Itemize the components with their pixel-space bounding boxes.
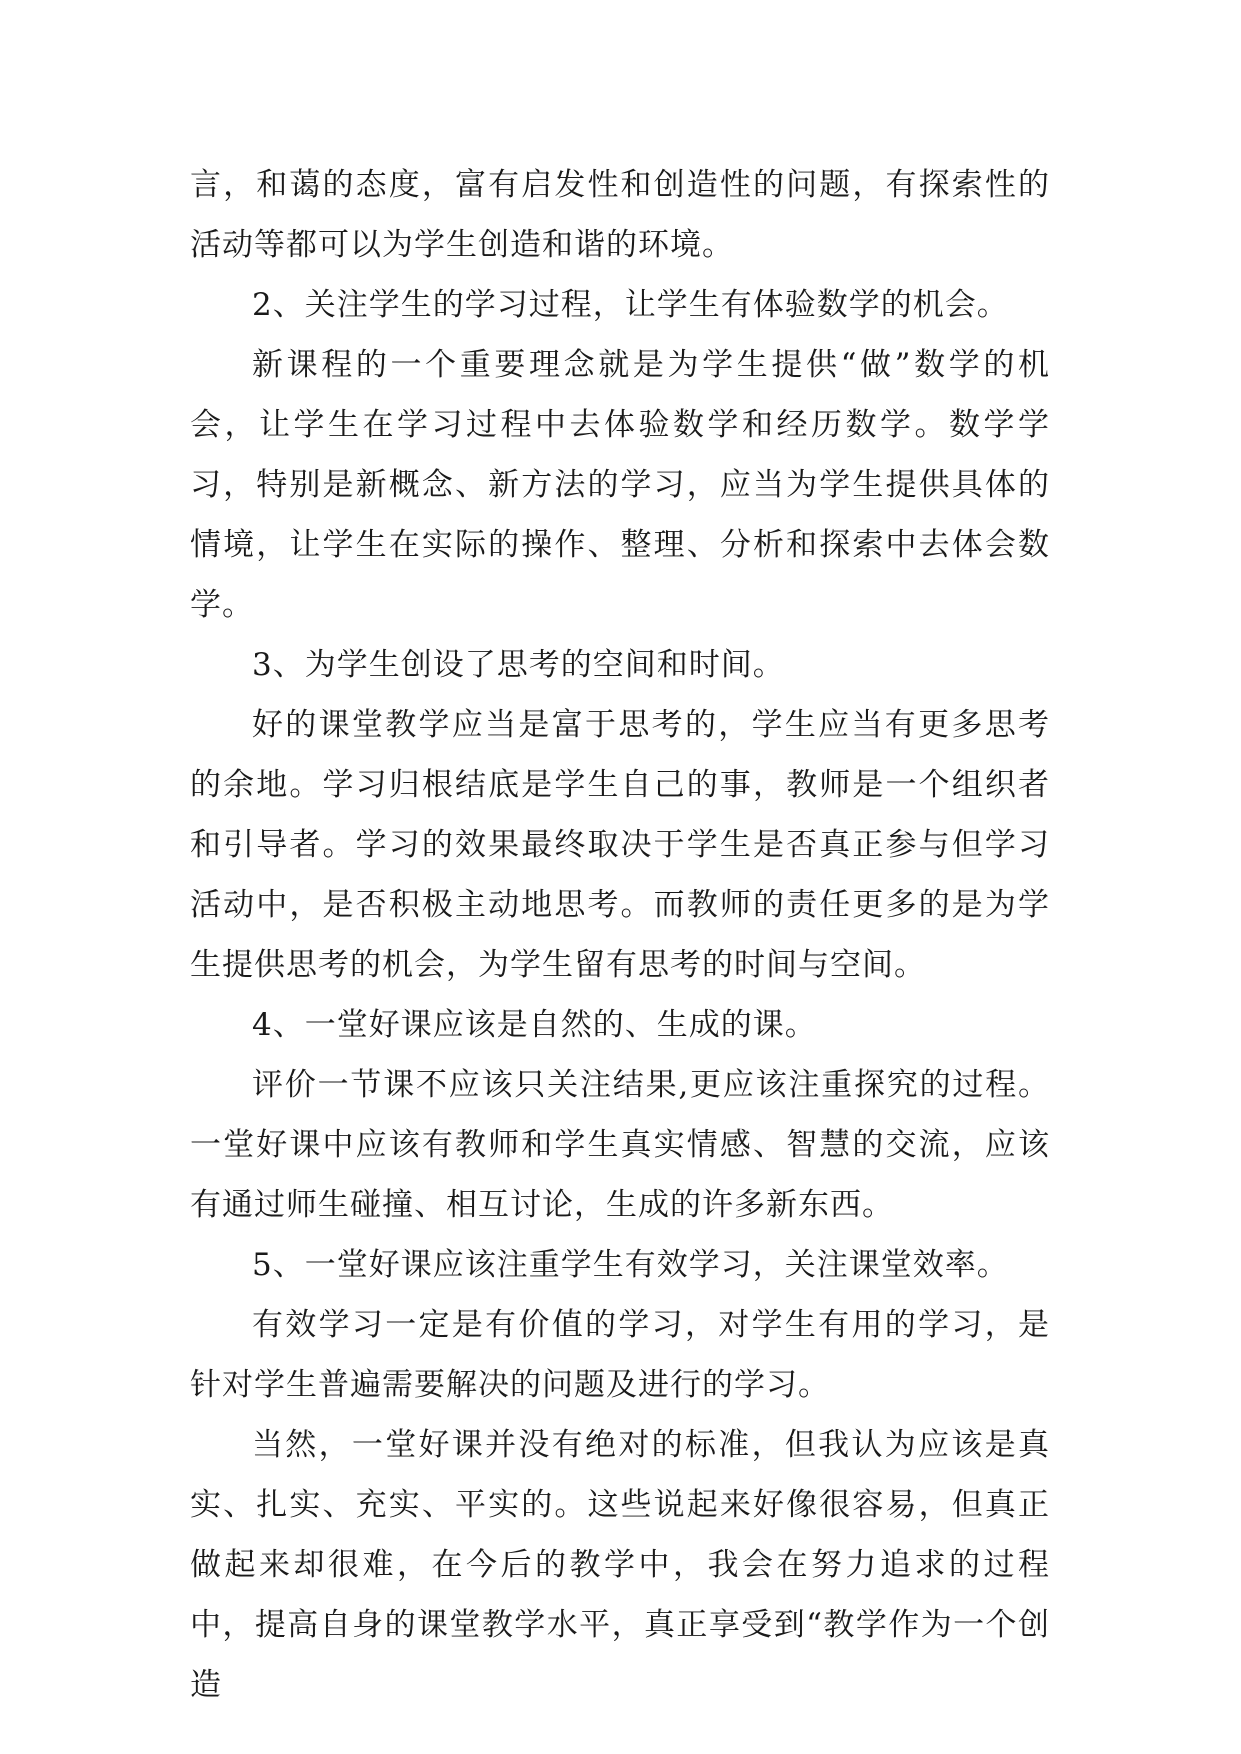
paragraph: 2、关注学生的学习过程，让学生有体验数学的机会。 — [252, 287, 1009, 323]
paragraph: 评价一节课不应该只关注结果,更应该注重探究的过程。一堂好课中应该有教师和学生真实情感、智慧的交流，应该有通过师生碰撞、相互讨论，生成的许多新东西。 — [190, 1067, 1050, 1223]
paragraph: 当然，一堂好课并没有绝对的标准，但我认为应该是真实、扎实、充实、平实的。这些说起来好像很容易，但真正做起来却很难，在今后的教学中，我会在努力追求的过程中，提高自身的课堂教学水平，真正享受到“教学作为一个创造 — [190, 1427, 1050, 1703]
paragraph: 新课程的一个重要理念就是为学生提供“做”数学的机会，让学生在学习过程中去体验数学和经历数学。数学学习，特别是新概念、新方法的学习，应当为学生提供具体的情境，让学生在实际的操作、整理、分析和探索中去体会数学。 — [190, 347, 1050, 623]
paragraph: 4、一堂好课应该是自然的、生成的课。 — [252, 1007, 817, 1043]
paragraph: 3、为学生创设了思考的空间和时间。 — [252, 647, 785, 683]
document-body — [190, 155, 1050, 1715]
paragraph: 有效学习一定是有价值的学习，对学生有用的学习，是针对学生普遍需要解决的问题及进行的学习。 — [190, 1307, 1050, 1403]
paragraph: 5、一堂好课应该注重学生有效学习，关注课堂效率。 — [252, 1247, 1009, 1283]
paragraph: 言，和蔼的态度，富有启发性和创造性的问题，有探索性的活动等都可以为学生创造和谐的环境。 — [190, 167, 1050, 263]
paragraph: 好的课堂教学应当是富于思考的，学生应当有更多思考的余地。学习归根结底是学生自己的事，教师是一个组织者和引导者。学习的效果最终取决于学生是否真正参与但学习活动中，是否积极主动地思考。而教师的责任更多的是为学生提供思考的机会，为学生留有思考的时间与空间。 — [190, 707, 1050, 983]
